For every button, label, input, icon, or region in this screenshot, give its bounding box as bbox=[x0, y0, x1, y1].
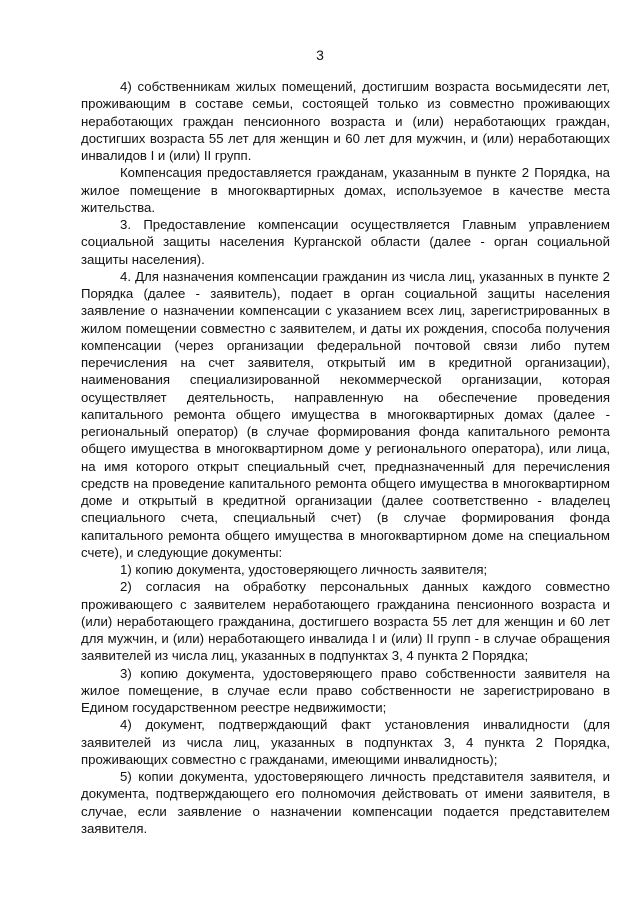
paragraph-item-4-owners: 4) собственникам жилых помещений, достигшим возраста восьмидесяти лет, проживающим в составе семьи, состоящей только из совместно проживающих неработающих граждан пенсионного возраста и (или) неработающих граждан, достигших возраста 55 лет для женщин и 60 лет для мужчин, и (или) неработающих инвалидов I и (или) II групп. bbox=[81, 79, 610, 163]
paragraph-4-application: 4. Для назначения компенсации гражданин из числа лиц, указанных в пункте 2 Порядка (далее - заявитель), подает в орган социальной защиты населения заявление о назначении компенсации с указанием всех лиц, зарегистрированных в жилом помещении совместно с заявителем, и даты их рождения, способа получения компенсации (через организации федеральной почтовой связи либо путем перечисления на счет заявителя, открытый им в кредитной организации), наименования специализированной некоммерческой организации, которая осуществляет деятельность, направленную на обеспечение проведения капитального ремонта общего имущества в многоквартирных домах (далее - региональный оператор) (в случае формирования фонда капитального ремонта общего имущества в многоквартирном доме у регионального оператора), или лица, на имя которого открыт специальный счет, предназначенный для перечисления средств на проведение капитального ремонта общего имущества в многоквартирном доме и открытый в кредитной организации (далее соответственно - владелец специального счета, специальный счет) (в случае формирования фонда капитального ремонта общего имущества в многоквартирном доме на специальном счете), и следующие документы: bbox=[81, 268, 610, 560]
document-list-item-4: 4) документ, подтверждающий факт установления инвалидности (для заявителей из числа лиц, указанных в подпунктах 3, 4 пункта 2 Порядка, проживающих совместно с гражданами, имеющими инвалидность); bbox=[81, 717, 610, 767]
paragraph-compensation-scope: Компенсация предоставляется гражданам, указанным в пункте 2 Порядка, на жилое помещение в многоквартирных домах, используемое в качестве места жительства. bbox=[81, 165, 610, 215]
document-body bbox=[81, 78, 610, 837]
document-list-item-5: 5) копии документа, удостоверяющего личность представителя заявителя, и документа, подтверждающего его полномочия действовать от имени заявителя, в случае, если заявление о назначении компенсации подается представителем заявителя. bbox=[81, 769, 610, 836]
document-list-item-3: 3) копию документа, удостоверяющего право собственности заявителя на жилое помещение, в случае если право собственности не зарегистрировано в Едином государственном реестре недвижимости; bbox=[81, 665, 610, 715]
document-list-item-2: 2) согласия на обработку персональных данных каждого совместно проживающего с заявителем неработающего гражданина пенсионного возраста и (или) неработающего гражданина, достигшего возраста 55 лет для женщин и 60 лет для мужчин, и (или) неработающего инвалида I и (или) II групп - в случае обращения заявителей из числа лиц, указанных в подпунктах 3, 4 пункта 2 Порядка; bbox=[81, 579, 610, 664]
page-number: 3 bbox=[316, 47, 324, 63]
document-list-item-1: 1) копию документа, удостоверяющего личность заявителя; bbox=[120, 562, 488, 577]
paragraph-3-provider: 3. Предоставление компенсации осуществляется Главным управлением социальной защиты населения Курганской области (далее - орган социальной защиты населения). bbox=[81, 217, 610, 267]
